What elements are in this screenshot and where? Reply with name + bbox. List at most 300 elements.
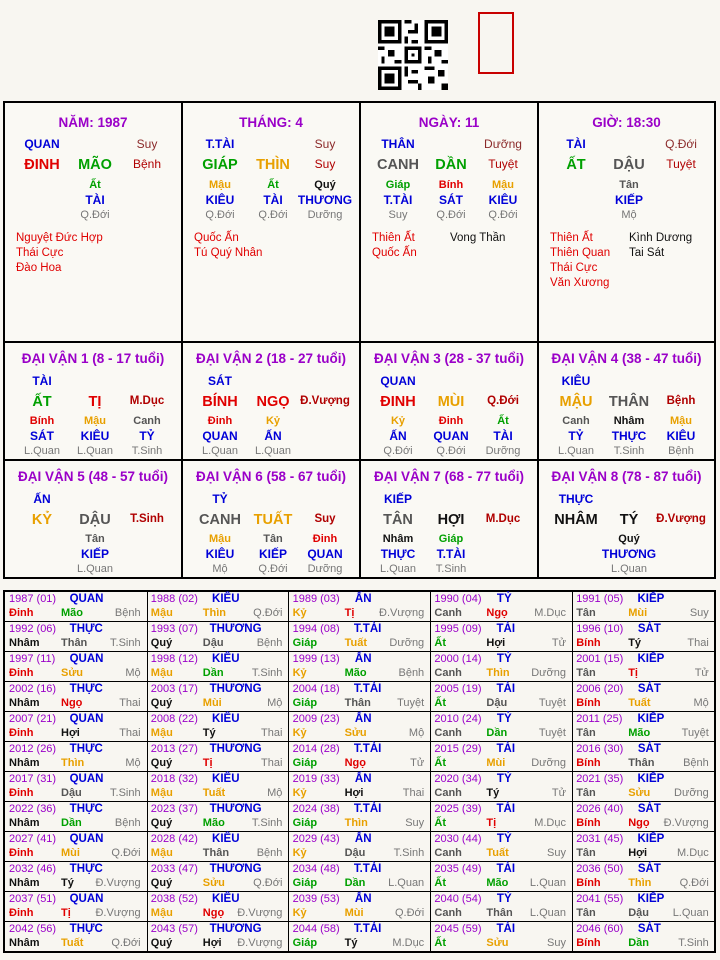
dai-van-god: KIẾP bbox=[383, 492, 413, 506]
year-stem: Bính bbox=[576, 637, 601, 649]
year-stem: Tân bbox=[576, 787, 596, 799]
year-cell bbox=[430, 772, 573, 802]
qr-code-icon[interactable] bbox=[378, 20, 448, 90]
hidden-stem: Ất bbox=[89, 179, 101, 191]
dai-van-branch: TUẤT bbox=[253, 512, 293, 528]
star-left: Thiên Quan bbox=[550, 247, 611, 259]
year-branch: Dần bbox=[344, 877, 366, 889]
year-god: KIẾP bbox=[637, 893, 665, 905]
dai-van-god: ẤN bbox=[33, 492, 51, 506]
year-label: 1994 (08) bbox=[292, 623, 340, 635]
year-god: ẤN bbox=[354, 653, 372, 665]
year-cell bbox=[572, 652, 715, 682]
year-cell bbox=[430, 892, 573, 922]
dai-van-stem: KỶ bbox=[31, 512, 53, 528]
pillar-state-top: Q.Đới bbox=[665, 137, 697, 151]
year-stem: Giáp bbox=[292, 937, 318, 949]
hidden-god: KIẾP bbox=[614, 193, 644, 207]
year-state: T.Sinh bbox=[393, 847, 425, 859]
year-branch: Ngọ bbox=[344, 757, 366, 769]
year-cell bbox=[5, 922, 148, 952]
year-stem: Tân bbox=[576, 667, 596, 679]
year-branch: Dậu bbox=[344, 847, 366, 859]
year-god: QUAN bbox=[69, 893, 104, 905]
hidden-stem: Ất bbox=[267, 179, 279, 191]
year-cell bbox=[289, 772, 432, 802]
year-state: Đ.Vượng bbox=[663, 817, 709, 829]
year-god: THỰC bbox=[69, 803, 103, 815]
year-branch: Dần bbox=[61, 817, 82, 829]
year-state: Đ.Vượng bbox=[95, 877, 141, 889]
year-label: 2005 (19) bbox=[434, 683, 482, 695]
year-label: 2014 (28) bbox=[292, 743, 340, 755]
hidden-state: Q.Đới bbox=[436, 209, 466, 221]
year-god: THỰC bbox=[69, 683, 103, 695]
hidden-god: KIÊU bbox=[488, 193, 518, 207]
hidden-stem: Bính bbox=[438, 179, 464, 191]
year-stem: Nhâm bbox=[9, 937, 40, 949]
year-label: 2021 (35) bbox=[576, 773, 624, 785]
year-branch: Mão bbox=[486, 877, 509, 889]
pillar-branch: DẦN bbox=[435, 157, 467, 173]
dai-van-title: ĐẠI VẬN 8 (78 - 87 tuổi) bbox=[551, 469, 702, 484]
year-label: 2025 (39) bbox=[434, 803, 482, 815]
dai-van-stem: MẬU bbox=[559, 394, 593, 410]
year-god: T.TÀI bbox=[353, 743, 382, 755]
year-cell bbox=[430, 742, 573, 772]
year-state: Q.Đới bbox=[253, 607, 283, 619]
year-stem: Kỷ bbox=[292, 667, 307, 679]
year-branch: Tị bbox=[628, 667, 638, 679]
year-state: T.Sinh bbox=[110, 787, 141, 799]
hidden-god: ẤN bbox=[264, 429, 282, 443]
year-branch: Hợi bbox=[486, 637, 506, 649]
year-branch: Thìn bbox=[486, 667, 510, 679]
year-god: ẤN bbox=[354, 713, 372, 725]
year-god: THƯƠNG bbox=[209, 743, 262, 755]
year-god: THỰC bbox=[69, 923, 103, 935]
pillar-1 bbox=[5, 103, 183, 343]
year-label: 2029 (43) bbox=[292, 833, 340, 845]
dai-van-god: THỰC bbox=[558, 492, 594, 506]
dai-van-stem: TÂN bbox=[383, 512, 413, 528]
year-label: 2032 (46) bbox=[9, 863, 57, 875]
year-label: 2010 (24) bbox=[434, 713, 482, 725]
star-left: Quốc Ấn bbox=[194, 232, 239, 244]
year-state: T.Sinh bbox=[251, 817, 283, 829]
pillar-state: Tuyệt bbox=[666, 157, 696, 171]
year-stem: Kỷ bbox=[292, 847, 307, 859]
year-cell bbox=[147, 832, 290, 862]
hidden-state: Dưỡng bbox=[307, 209, 343, 221]
hidden-state: Bệnh bbox=[668, 445, 694, 457]
hidden-stem: Canh bbox=[133, 415, 161, 427]
hidden-stem: Giáp bbox=[438, 533, 464, 545]
year-branch: Thìn bbox=[202, 607, 227, 619]
year-state: Bệnh bbox=[398, 667, 425, 679]
year-label: 2037 (51) bbox=[9, 893, 57, 905]
hidden-state: Q.Đới bbox=[258, 563, 288, 575]
year-label: 1992 (06) bbox=[9, 623, 57, 635]
year-label: 1999 (13) bbox=[292, 653, 340, 665]
hidden-god: TÀI bbox=[85, 193, 105, 207]
star-left: Tú Quý Nhân bbox=[194, 247, 263, 259]
hidden-state: Mộ bbox=[212, 563, 228, 575]
year-god: KIẾP bbox=[637, 833, 665, 845]
dai-van-branch: DẬU bbox=[79, 512, 111, 528]
hidden-stem: Tân bbox=[619, 179, 639, 191]
year-branch: Hợi bbox=[61, 727, 80, 739]
hidden-god: KIẾP bbox=[80, 547, 110, 561]
hidden-stem: Đinh bbox=[438, 415, 464, 427]
year-state: Bệnh bbox=[256, 847, 283, 859]
year-label: 1989 (03) bbox=[292, 593, 340, 605]
year-god: THƯƠNG bbox=[209, 683, 262, 695]
dai-van-2 bbox=[183, 343, 361, 461]
year-state: Bệnh bbox=[114, 607, 141, 619]
year-label: 2033 (47) bbox=[150, 863, 198, 875]
year-cell bbox=[572, 892, 715, 922]
year-branch: Dậu bbox=[486, 697, 508, 709]
dai-van-5 bbox=[5, 461, 183, 577]
hidden-state: Q.Đới bbox=[80, 209, 110, 221]
year-god: SÁT bbox=[637, 923, 661, 935]
pillar-god: THÂN bbox=[381, 137, 415, 151]
hidden-state: Q.Đới bbox=[436, 445, 466, 457]
year-state: Thai bbox=[119, 727, 141, 739]
year-stem: Bính bbox=[576, 937, 601, 949]
year-cell bbox=[5, 622, 148, 652]
year-branch: Tị bbox=[486, 817, 497, 829]
hidden-stem: Quý bbox=[314, 179, 336, 191]
year-branch: Mùi bbox=[202, 697, 222, 709]
hidden-god: KIÊU bbox=[205, 547, 235, 561]
hidden-state: L.Quan bbox=[254, 445, 292, 457]
year-label: 2008 (22) bbox=[150, 713, 198, 725]
year-stem: Ất bbox=[434, 877, 446, 889]
year-cell bbox=[289, 862, 432, 892]
hidden-stem: Bính bbox=[29, 415, 55, 427]
hidden-stem: Ất bbox=[497, 415, 509, 427]
year-god: TÀI bbox=[496, 683, 516, 695]
year-cell bbox=[430, 682, 573, 712]
year-branch: Tuất bbox=[628, 697, 651, 709]
year-god: KIÊU bbox=[212, 593, 240, 605]
year-branch: Thân bbox=[202, 847, 230, 859]
yearly-luck-table bbox=[3, 590, 716, 953]
year-cell bbox=[430, 862, 573, 892]
year-cell bbox=[289, 922, 432, 952]
year-god: T.TÀI bbox=[353, 683, 382, 695]
year-state: Tuyệt bbox=[681, 727, 709, 739]
hidden-stem: Mậu bbox=[670, 415, 692, 427]
year-label: 1987 (01) bbox=[9, 593, 57, 605]
year-state: Tử bbox=[410, 757, 425, 769]
year-god: KIÊU bbox=[212, 653, 240, 665]
year-state: Bệnh bbox=[683, 757, 709, 769]
year-state: Thai bbox=[687, 637, 709, 649]
year-god: ẤN bbox=[354, 833, 372, 845]
year-branch: Tị bbox=[202, 757, 213, 769]
year-cell bbox=[147, 772, 290, 802]
dai-van-branch: TỊ bbox=[88, 394, 102, 410]
year-branch: Tuất bbox=[202, 787, 226, 799]
year-stem: Giáp bbox=[292, 697, 318, 709]
dai-van-branch: NGỌ bbox=[256, 394, 290, 410]
year-branch: Tý bbox=[486, 787, 500, 799]
hidden-stem: Canh bbox=[562, 415, 590, 427]
year-cell bbox=[5, 742, 148, 772]
year-state: Đ.Vượng bbox=[237, 937, 283, 949]
year-state: Đ.Vượng bbox=[237, 907, 283, 919]
year-cell bbox=[5, 592, 148, 622]
hidden-state: L.Quan bbox=[610, 563, 648, 575]
year-stem: Nhâm bbox=[9, 817, 40, 829]
year-label: 2015 (29) bbox=[434, 743, 482, 755]
year-label: 1988 (02) bbox=[150, 593, 198, 605]
star-left: Thiên Ất bbox=[550, 232, 593, 244]
year-stem: Bính bbox=[576, 877, 601, 889]
hidden-stem: Đinh bbox=[312, 533, 338, 545]
pillar-stem: GIÁP bbox=[202, 157, 238, 173]
year-stem: Canh bbox=[434, 787, 462, 799]
year-branch: Thìn bbox=[344, 817, 368, 829]
year-branch: Mùi bbox=[344, 907, 364, 919]
hidden-god: SÁT bbox=[439, 193, 463, 207]
year-cell bbox=[5, 862, 148, 892]
star-left: Thái Cực bbox=[550, 262, 598, 274]
year-cell bbox=[289, 712, 432, 742]
year-state: Suy bbox=[547, 937, 566, 949]
year-cell bbox=[5, 832, 148, 862]
year-cell bbox=[289, 682, 432, 712]
year-stem: Giáp bbox=[292, 637, 318, 649]
year-cell bbox=[147, 652, 290, 682]
year-cell bbox=[430, 592, 573, 622]
dai-van-stem: BÍNH bbox=[202, 394, 238, 410]
year-label: 2013 (27) bbox=[150, 743, 198, 755]
star-right: Vong Thần bbox=[450, 232, 506, 244]
year-label: 1996 (10) bbox=[576, 623, 624, 635]
year-label: 2031 (45) bbox=[576, 833, 624, 845]
year-god: T.TÀI bbox=[353, 623, 382, 635]
year-cell bbox=[572, 772, 715, 802]
year-stem: Đinh bbox=[9, 607, 34, 619]
hidden-state: Q.Đới bbox=[383, 445, 413, 457]
year-cell bbox=[5, 652, 148, 682]
year-god: TỶ bbox=[496, 653, 512, 665]
year-stem: Giáp bbox=[292, 877, 318, 889]
year-stem: Mậu bbox=[150, 787, 173, 799]
year-stem: Ất bbox=[434, 937, 446, 949]
dai-van-god: TÀI bbox=[32, 374, 52, 388]
pillar-stem: ĐINH bbox=[24, 157, 60, 173]
year-god: THỰC bbox=[69, 623, 103, 635]
year-god: KIẾP bbox=[637, 713, 665, 725]
dai-van-stem: NHÂM bbox=[554, 512, 598, 528]
year-cell bbox=[572, 862, 715, 892]
year-branch: Ngọ bbox=[628, 817, 650, 829]
year-branch: Hợi bbox=[202, 937, 222, 949]
main-chart-grid bbox=[3, 101, 716, 579]
year-branch: Thìn bbox=[628, 877, 652, 889]
year-label: 2046 (60) bbox=[576, 923, 624, 935]
year-god: THỰC bbox=[69, 743, 103, 755]
year-branch: Ngọ bbox=[202, 907, 225, 919]
year-branch: Dậu bbox=[61, 787, 82, 799]
year-branch: Mùi bbox=[61, 847, 80, 859]
year-branch: Dậu bbox=[628, 907, 649, 919]
year-branch: Tuất bbox=[61, 937, 84, 949]
year-branch: Ngọ bbox=[486, 607, 508, 619]
year-state: Tử bbox=[694, 667, 709, 679]
year-stem: Canh bbox=[434, 727, 462, 739]
year-stem: Tân bbox=[576, 607, 596, 619]
hidden-god: SÁT bbox=[30, 429, 54, 443]
year-state: Mộ bbox=[125, 757, 141, 769]
pillar-branch: MÃO bbox=[78, 157, 112, 173]
hidden-god: THỰC bbox=[611, 429, 647, 443]
year-branch: Thìn bbox=[61, 757, 85, 769]
hidden-god: KIÊU bbox=[80, 429, 110, 443]
year-state: Mộ bbox=[267, 787, 283, 799]
year-stem: Đinh bbox=[9, 847, 34, 859]
year-label: 2012 (26) bbox=[9, 743, 57, 755]
hidden-god: QUAN bbox=[433, 429, 469, 443]
year-god: KIẾP bbox=[637, 653, 665, 665]
year-cell bbox=[5, 892, 148, 922]
year-label: 2020 (34) bbox=[434, 773, 482, 785]
hidden-stem: Nhâm bbox=[382, 533, 414, 545]
dai-van-god: SÁT bbox=[208, 374, 232, 388]
year-state: Suy bbox=[405, 817, 425, 829]
year-stem: Canh bbox=[434, 907, 462, 919]
year-state: Tử bbox=[551, 637, 566, 649]
dai-van-god: TỶ bbox=[212, 492, 228, 506]
year-cell bbox=[147, 802, 290, 832]
year-state: Thai bbox=[260, 757, 283, 769]
year-state: Suy bbox=[689, 607, 709, 619]
star-right: Kình Dương bbox=[629, 232, 693, 244]
year-label: 2035 (49) bbox=[434, 863, 482, 875]
year-stem: Tân bbox=[576, 847, 596, 859]
year-stem: Canh bbox=[434, 847, 462, 859]
hidden-state: T.Sinh bbox=[613, 445, 645, 457]
year-state: L.Quan bbox=[529, 877, 566, 889]
year-label: 1993 (07) bbox=[150, 623, 198, 635]
pillar-branch: THÌN bbox=[256, 157, 290, 173]
year-label: 1997 (11) bbox=[9, 653, 56, 665]
hidden-state: L.Quan bbox=[201, 445, 239, 457]
year-branch: Mão bbox=[61, 607, 83, 619]
year-label: 2016 (30) bbox=[576, 743, 624, 755]
year-state: L.Quan bbox=[529, 907, 566, 919]
year-branch: Mùi bbox=[486, 757, 506, 769]
year-label: 2004 (18) bbox=[292, 683, 340, 695]
year-stem: Đinh bbox=[9, 787, 34, 799]
year-label: 1990 (04) bbox=[434, 593, 482, 605]
year-god: SÁT bbox=[637, 623, 661, 635]
year-branch: Mão bbox=[628, 727, 651, 739]
year-label: 2006 (20) bbox=[576, 683, 624, 695]
year-cell bbox=[572, 682, 715, 712]
hidden-state: Dưỡng bbox=[485, 445, 521, 457]
year-state: Dưỡng bbox=[389, 637, 425, 649]
year-god: ẤN bbox=[354, 773, 372, 785]
year-branch: Tuất bbox=[344, 637, 367, 649]
year-cell bbox=[5, 712, 148, 742]
year-cell bbox=[289, 592, 432, 622]
hidden-state: Q.Đới bbox=[258, 209, 288, 221]
hidden-god: THỰC bbox=[380, 547, 416, 561]
year-cell bbox=[430, 652, 573, 682]
year-god: TỶ bbox=[496, 713, 512, 725]
dai-van-8 bbox=[539, 461, 714, 577]
dai-van-branch: THÂN bbox=[608, 394, 650, 410]
dai-van-4 bbox=[539, 343, 714, 461]
year-label: 2019 (33) bbox=[292, 773, 340, 785]
year-state: Bệnh bbox=[114, 817, 141, 829]
year-label: 2022 (36) bbox=[9, 803, 57, 815]
pillar-title: THÁNG: 4 bbox=[239, 115, 303, 130]
year-stem: Ất bbox=[434, 637, 446, 649]
year-branch: Sửu bbox=[628, 787, 651, 799]
dai-van-state: M.Dục bbox=[485, 513, 521, 525]
pillar-state: Bệnh bbox=[132, 157, 162, 171]
year-stem: Nhâm bbox=[9, 637, 40, 649]
year-stem: Đinh bbox=[9, 727, 34, 739]
year-state: Q.Đới bbox=[253, 877, 283, 889]
year-stem: Quý bbox=[150, 877, 173, 889]
year-stem: Tân bbox=[576, 907, 596, 919]
year-state: M.Dục bbox=[534, 817, 566, 829]
year-cell bbox=[147, 892, 290, 922]
star-left: Văn Xương bbox=[550, 277, 610, 289]
year-stem: Nhâm bbox=[9, 757, 40, 769]
dai-van-title: ĐẠI VẬN 4 (38 - 47 tuổi) bbox=[551, 351, 702, 366]
hidden-state: T.Sinh bbox=[131, 445, 163, 457]
year-stem: Mậu bbox=[150, 907, 173, 919]
year-god: TÀI bbox=[496, 923, 516, 935]
year-label: 2003 (17) bbox=[150, 683, 198, 695]
hidden-state: L.Quan bbox=[76, 445, 114, 457]
hidden-god: T.TÀI bbox=[436, 547, 466, 561]
year-god: QUAN bbox=[69, 653, 104, 665]
year-cell bbox=[289, 652, 432, 682]
pillar-stem: ẤT bbox=[566, 157, 586, 173]
year-stem: Mậu bbox=[150, 607, 173, 619]
year-stem: Quý bbox=[150, 637, 173, 649]
year-cell bbox=[5, 802, 148, 832]
year-god: QUAN bbox=[69, 593, 104, 605]
hidden-state: L.Quan bbox=[379, 563, 417, 575]
year-branch: Tý bbox=[628, 637, 642, 649]
year-state: Dưỡng bbox=[531, 667, 566, 679]
year-cell bbox=[289, 832, 432, 862]
star-left: Nguyệt Đức Hợp bbox=[16, 232, 103, 244]
dai-van-branch: TÝ bbox=[619, 512, 639, 528]
year-stem: Kỷ bbox=[292, 787, 307, 799]
dai-van-state: Q.Đới bbox=[487, 395, 519, 407]
year-god: TÀI bbox=[496, 863, 516, 875]
year-label: 2036 (50) bbox=[576, 863, 624, 875]
year-cell bbox=[147, 592, 290, 622]
year-label: 2041 (55) bbox=[576, 893, 624, 905]
year-label: 2040 (54) bbox=[434, 893, 482, 905]
year-god: SÁT bbox=[637, 743, 661, 755]
pillar-stem: CANH bbox=[377, 157, 419, 173]
year-stem: Quý bbox=[150, 697, 173, 709]
